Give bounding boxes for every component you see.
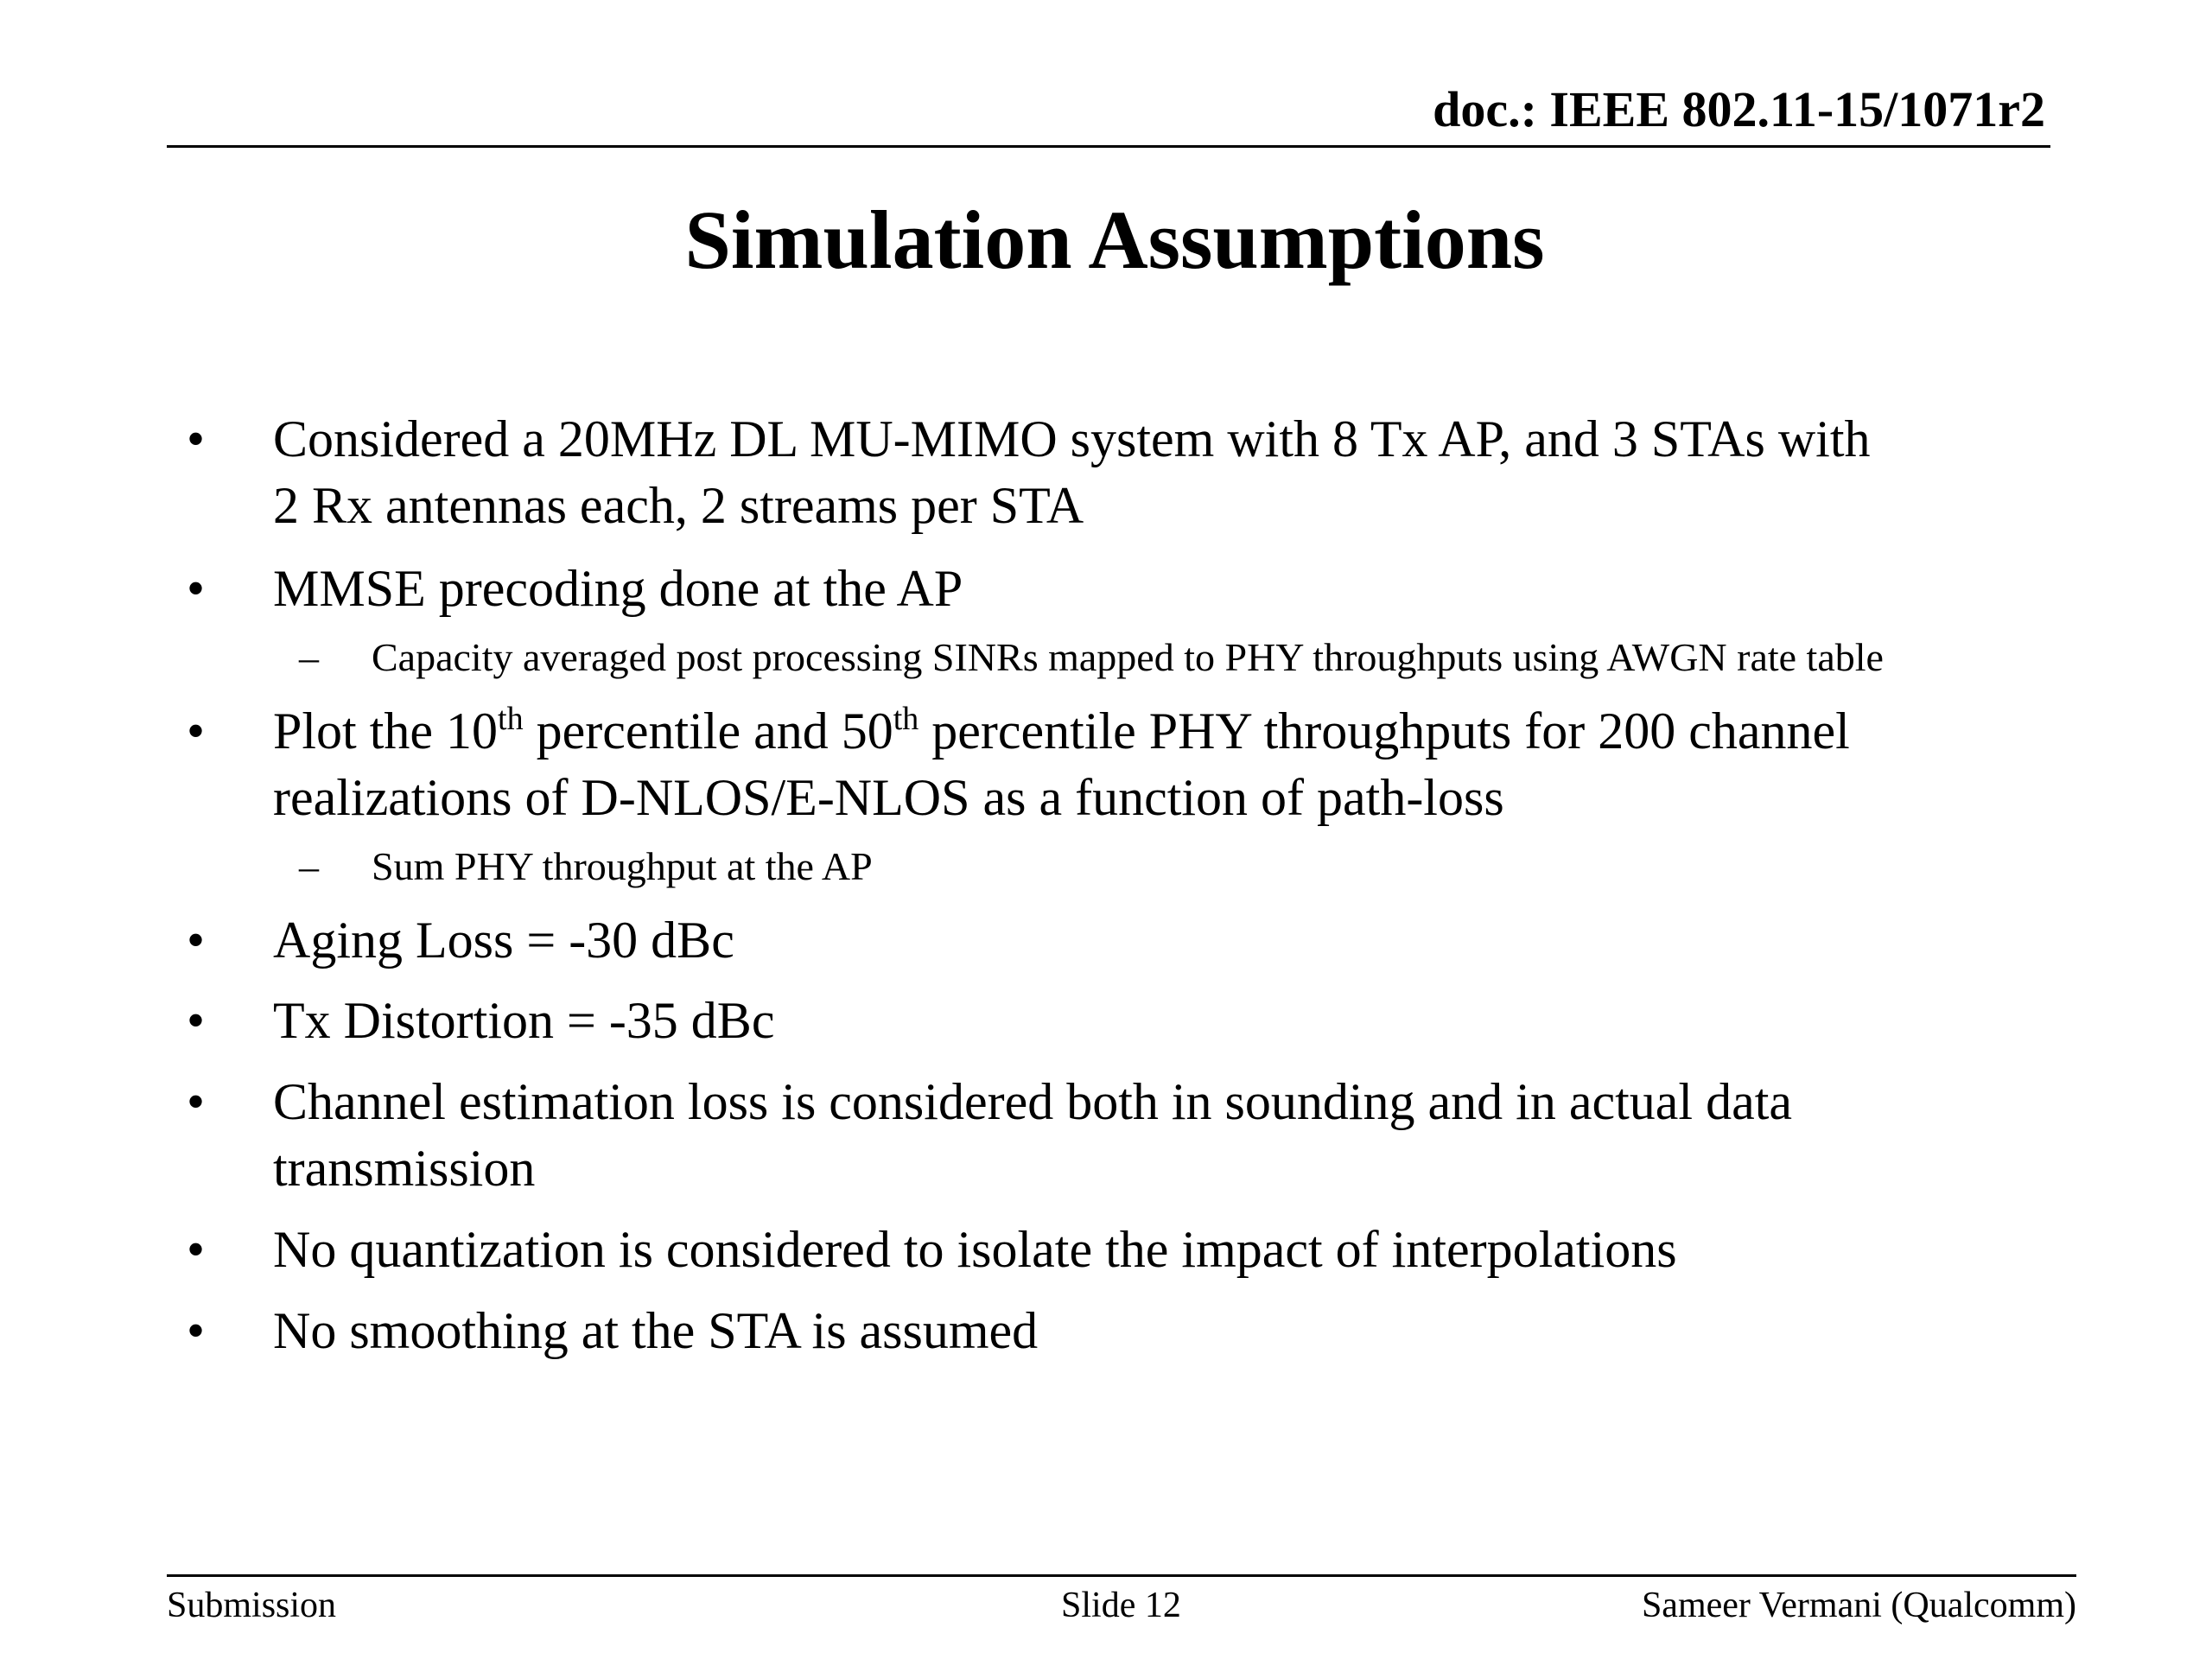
sub-bullet-capacity xyxy=(299,633,2065,682)
bullet-aging-loss xyxy=(187,907,2053,974)
bullet-tx-distortion xyxy=(187,988,2053,1054)
footer-author: Sameer Vermani (Qualcomm) xyxy=(1641,1586,2076,1625)
bullet-marker: • xyxy=(187,1302,206,1359)
bullet-text-line: Considered a 20MHz DL MU-MIMO system with 8 Tx AP, and 3 STAs with xyxy=(273,410,1871,467)
bullet-text-line: Channel estimation loss is considered both in sounding and in actual data xyxy=(273,1073,1793,1130)
bullet-text: MMSE precoding done at the AP xyxy=(273,560,963,617)
sub-bullet-sum-throughput xyxy=(299,842,2065,891)
bullet-text-line: 2 Rx antennas each, 2 streams per STA xyxy=(273,477,1084,534)
superscript: th xyxy=(893,701,919,737)
sub-bullet-marker: – xyxy=(299,635,319,679)
slide-title: Simulation Assumptions xyxy=(684,194,1545,286)
footer-slide-number: Slide 12 xyxy=(1061,1586,1181,1625)
bullet-smoothing xyxy=(187,1298,2053,1364)
bullet-system-config xyxy=(187,406,2053,539)
bullet-marker: • xyxy=(187,702,206,760)
footer-divider xyxy=(167,1574,2076,1577)
bullet-plot-percentiles xyxy=(187,698,2053,831)
bullet-text: No quantization is considered to isolate the impact of interpolations xyxy=(273,1221,1677,1278)
bullet-text-part: percentile PHY throughputs for 200 channel xyxy=(918,702,1850,760)
bullet-marker: • xyxy=(187,912,206,969)
superscript: th xyxy=(498,701,524,737)
bullet-text-part: percentile and 50 xyxy=(523,702,893,760)
bullet-text: No smoothing at the STA is assumed xyxy=(273,1302,1039,1359)
bullet-marker: • xyxy=(187,992,206,1049)
bullet-marker: • xyxy=(187,560,206,617)
sub-bullet-text: Capacity averaged post processing SINRs mapped to PHY throughputs using AWGN rate table xyxy=(372,635,1884,679)
bullet-quantization xyxy=(187,1217,2053,1283)
bullet-channel-estimation xyxy=(187,1069,2053,1202)
bullet-text: Aging Loss = -30 dBc xyxy=(273,912,734,969)
bullet-text-part: Plot the 10 xyxy=(273,702,499,760)
bullet-text: Tx Distortion = -35 dBc xyxy=(273,992,775,1049)
bullet-marker: • xyxy=(187,1221,206,1278)
sub-bullet-marker: – xyxy=(299,844,319,888)
footer-submission: Submission xyxy=(167,1586,337,1625)
bullet-marker: • xyxy=(187,1073,206,1130)
document-id: doc.: IEEE 802.11-15/1071r2 xyxy=(1433,81,2045,137)
bullet-text-line: transmission xyxy=(273,1140,536,1197)
sub-bullet-text: Sum PHY throughput at the AP xyxy=(372,844,873,888)
bullet-text-line: realizations of D-NLOS/E-NLOS as a function of path-loss xyxy=(273,769,1504,826)
bullet-marker: • xyxy=(187,410,206,467)
bullet-mmse-precoding xyxy=(187,556,2053,622)
